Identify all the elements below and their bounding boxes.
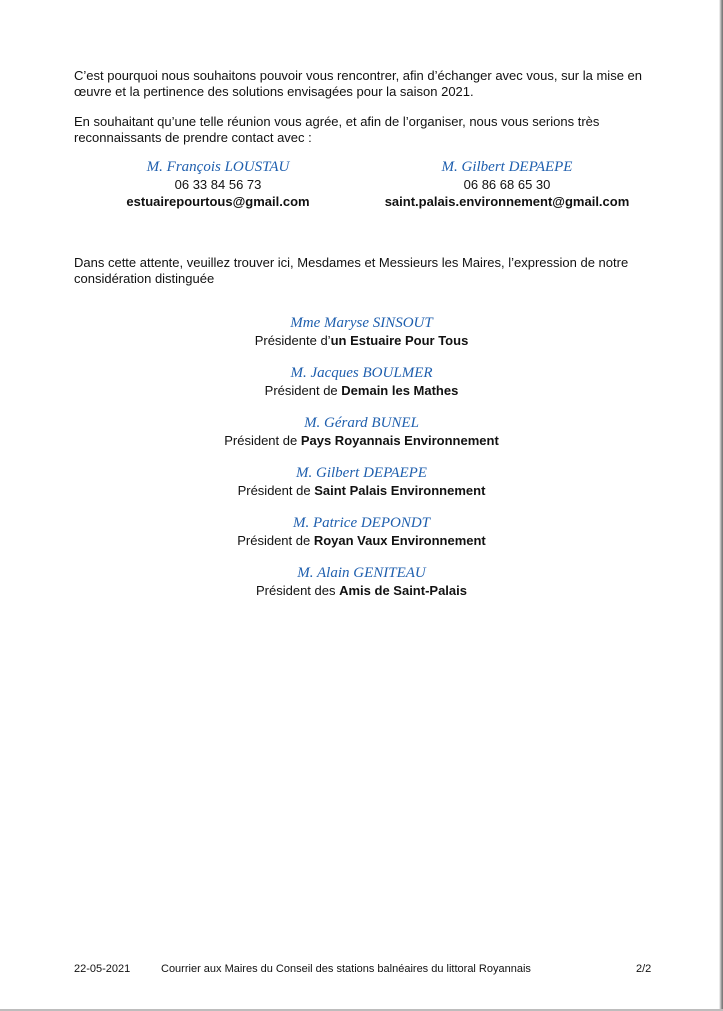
contact-loustau: [108, 158, 328, 210]
signature-depaepe: [0, 464, 723, 514]
organization-name: Pays Royannais Environnement: [300, 433, 499, 448]
organization-name: Royan Vaux Environnement: [313, 533, 486, 548]
contact-name: M. François LOUSTAU: [146, 159, 290, 175]
contact-name: M. Gilbert DEPAEPE: [441, 159, 573, 175]
signatory-name: Mme Maryse SINSOUT: [290, 315, 433, 331]
paragraph-meeting-request: C’est pourquoi nous souhaitons pouvoir vous rencontrer, afin d’échanger avec vous, sur la mise en œuvre et la pertinence des solutions envisagées pour la saison 2021.: [74, 68, 642, 99]
signatory-name: M. Alain GENITEAU: [297, 565, 426, 581]
contact-email: saint.palais.environnement@gmail.com: [384, 194, 630, 209]
signatory-role: Président de Demain les Mathes: [264, 383, 459, 398]
signature-bunel: [0, 414, 723, 464]
signatory-role: Président de Saint Palais Environnement: [237, 483, 486, 498]
contact-email: estuairepourtous@gmail.com: [126, 194, 310, 209]
footer-page-number: 2/2: [636, 963, 652, 975]
paragraph-contact-request: En souhaitant qu’une telle réunion vous agrée, et afin de l’organiser, nous vous serions très reconnaissants de prendre contact avec :: [74, 114, 600, 145]
signatory-role: Présidente d’un Estuaire Pour Tous: [254, 333, 469, 348]
signatory-name: M. Gilbert DEPAEPE: [296, 465, 427, 481]
signatory-role: Président de Royan Vaux Environnement: [237, 533, 486, 548]
footer-date: 22-05-2021: [74, 963, 131, 975]
paragraph-closing: Dans cette attente, veuillez trouver ici, Mesdames et Messieurs les Maires, l’expression de notre considération distinguée: [74, 255, 629, 286]
signature-geniteau: [0, 564, 723, 614]
contact-depaepe: [366, 158, 648, 210]
signatory-name: M. Gérard BUNEL: [304, 415, 419, 431]
signatory-role: Président de Pays Royannais Environnement: [224, 433, 499, 448]
signatory-name: M. Jacques BOULMER: [290, 365, 433, 381]
organization-name: Demain les Mathes: [341, 383, 459, 398]
contact-phone: 06 86 68 65 30: [463, 177, 551, 192]
organization-name: Saint Palais Environnement: [314, 483, 486, 498]
organization-name: Amis de Saint-Palais: [339, 583, 467, 598]
signatory-role: Président des Amis de Saint-Palais: [256, 583, 467, 598]
signature-list: [0, 314, 723, 614]
signature-depondt: [0, 514, 723, 564]
signature-boulmer: [0, 364, 723, 414]
signature-sinsout: [0, 314, 723, 364]
signatory-name: M. Patrice DEPONDT: [292, 515, 431, 531]
footer-title: Courrier aux Maires du Conseil des stations balnéaires du littoral Royannais: [161, 963, 531, 975]
contact-phone: 06 33 84 56 73: [174, 177, 262, 192]
organization-name: un Estuaire Pour Tous: [330, 333, 469, 348]
